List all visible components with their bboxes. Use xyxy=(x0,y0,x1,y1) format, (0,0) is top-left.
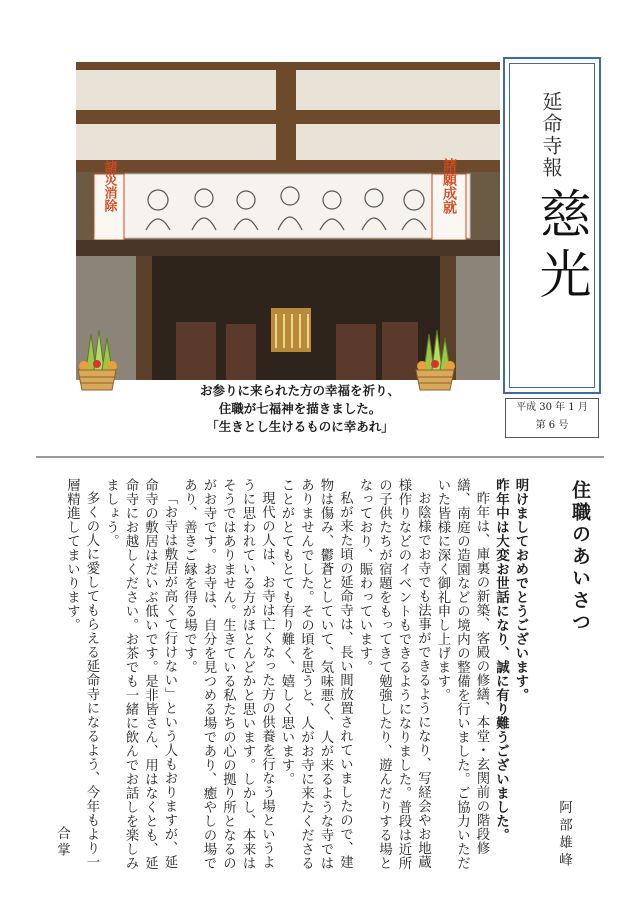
issue-info-box xyxy=(505,398,599,438)
article-body xyxy=(64,478,530,878)
caption-line-3: 「生きとし生けるものに幸あれ」 xyxy=(206,419,394,434)
greeting-line-2: 昨年中は大変お世話になり、誠に有り難うございました。 xyxy=(493,478,509,842)
paragraph-1: 昨年は、庫裏の新築、客殿の修繕、本堂・玄関前の階段修繕、南庭の造園などの境内の整備を行いました。ご協力いただいた皆様に深く御礼申し上げます。 xyxy=(435,478,489,870)
paragraph-5: 「お寺は敷居が高くて行けない」という人もおりますが、延命寺の敷居はだいぶ低いです。是非皆さん、用はなくとも、延命寺にお越しください。お茶でも一緒に飲んでお話しを楽しみましょう。 xyxy=(103,478,177,870)
paragraph-6: 多くの人に愛してもらえる延命寺になるよう、今年もより一層精進してまいります。 xyxy=(64,478,99,870)
masthead-box xyxy=(503,57,601,394)
paragraph-2: お陰様でお寺でも法事ができるようになり、写経会やお地蔵様作りなどのイベントもできるようになりました。普段は近所の子供たちが宿題をもってきて勉強したり、遊んだりする場となっており、賑わっています。 xyxy=(357,478,431,870)
paragraph-3: 私が来た頃の延命寺は、長い間放置されていましたので、建物は傷み、鬱蒼としていて、気味悪く、人が来るような寺ではありませんでした。その頃を思うと、人がお寺に来たくださることがとてもとても有り難く、嬉しく思います。 xyxy=(279,478,353,870)
article-author: 阿部雄峰 xyxy=(556,800,572,870)
greeting-line-1: 明けましておめでとうございます。 xyxy=(513,478,528,702)
paragraph-4: 現代の人は、お寺は亡くなった方の供養を行なう場というように思われている方がほとんどかと思います。しかし、本来はそうではありません。生きている私たちの心の拠り所となるのがお寺です。お寺は、自分を見つめる場であり、癒やしの場であり、善きご縁を得る場です。 xyxy=(181,478,275,870)
newsletter-title: 慈光 xyxy=(530,187,590,307)
article-title: 住職のあいさつ xyxy=(569,480,591,634)
banner-left-text: 諸災消除 xyxy=(101,160,117,212)
newsletter-name: 延命寺報 xyxy=(539,91,563,179)
closing-gassho: 合掌 xyxy=(54,826,70,859)
kadomatsu-left-icon xyxy=(72,330,122,392)
caption-line-1: お参りに来られた方の幸福を祈り、 xyxy=(199,383,400,398)
photo-caption xyxy=(130,382,470,436)
banner-right-text: 諸願成就 xyxy=(441,158,457,214)
caption-line-2: 住職が七福神を描きました。 xyxy=(218,401,382,416)
issue-date: 平成 30 年 1 月 xyxy=(516,402,588,413)
issue-number: 第 6 号 xyxy=(535,420,569,431)
section-divider xyxy=(36,456,604,458)
